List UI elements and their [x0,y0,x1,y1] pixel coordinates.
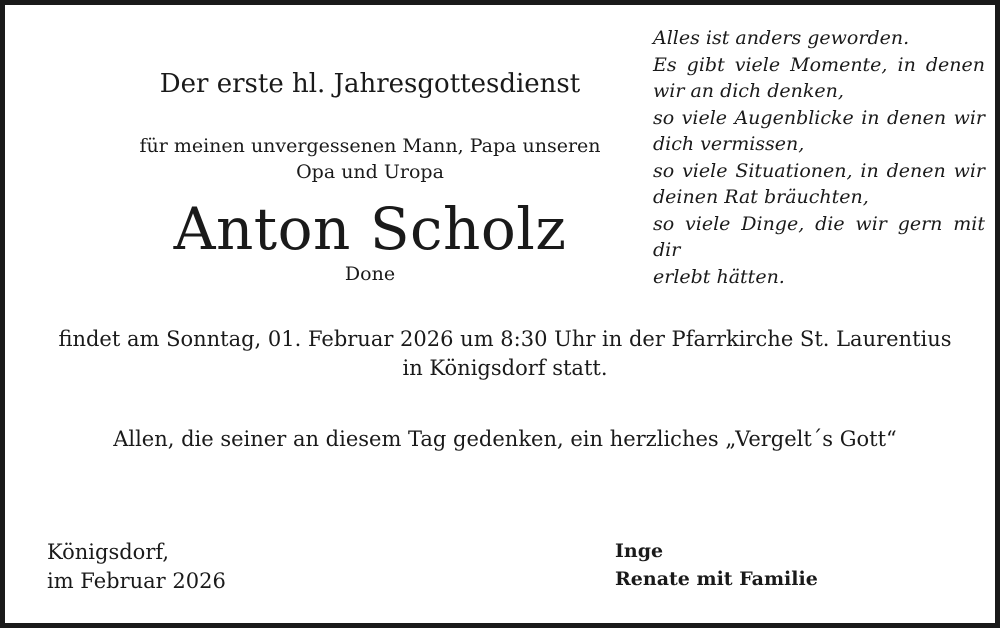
place-date [47,538,226,596]
poem-line: so viele Situationen, in denen wir [653,159,985,182]
service-details [45,325,965,383]
place-line: Königsdorf, [47,540,170,564]
deceased-name: Anton Scholz [173,195,567,263]
signer-name: Inge [615,540,664,562]
poem-line: so viele Augenblicke in denen wir [653,106,985,129]
poem-line: Es gibt viele Momente, in denen [653,53,985,76]
service-line: in Königsdorf statt. [402,356,608,380]
service-heading: Der erste hl. Jahresgottesdienst [159,69,581,99]
poem [653,25,985,290]
poem-line: Alles ist anders geworden. [653,27,910,49]
dedication-line: Opa und Uropa [296,161,444,183]
poem-line: wir an dich denken, [653,80,844,102]
signers [615,537,818,593]
service-line: findet am Sonntag, 01. Februar 2026 um 8:30 Uhr in der Pfarrkirche St. Laurentius [58,327,952,351]
poem-line: deinen Rat bräuchten, [653,186,869,208]
date-line: im Februar 2026 [47,569,226,593]
poem-line: dich vermissen, [653,133,805,155]
dedication [65,133,675,185]
dedication-line: für meinen unvergessenen Mann, Papa unseren [139,135,601,157]
signer-name: Renate mit Familie [615,568,818,590]
name-note: Done [344,263,396,285]
poem-line: so viele Dinge, die wir gern mit dir [653,212,985,261]
thanks-text: Allen, die seiner an diesem Tag gedenken, ein herzliches „Vergelt´s Gott“ [113,427,897,451]
poem-line: erlebt hätten. [653,265,785,288]
